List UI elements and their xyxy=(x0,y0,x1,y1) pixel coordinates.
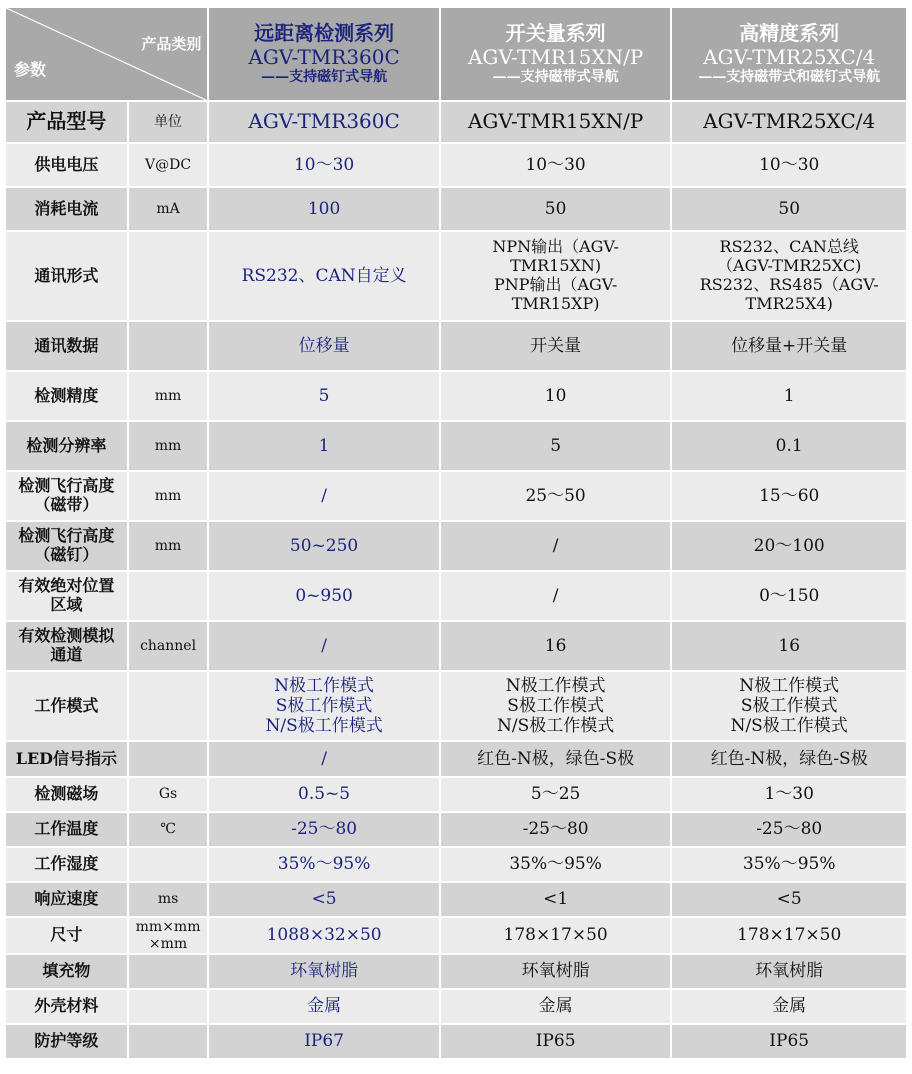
unit-cell xyxy=(129,572,208,620)
unit-cell xyxy=(129,232,208,320)
unit-cell xyxy=(129,322,208,370)
unit-cell xyxy=(129,1025,208,1058)
value-long-range: 100 xyxy=(209,188,439,230)
column-note: ——支持磁带式导航 xyxy=(492,69,619,86)
table-row xyxy=(6,955,906,988)
value-high-precision: N极工作模式 S极工作模式 N/S极工作模式 xyxy=(672,672,906,740)
value-high-precision: -25～80 xyxy=(672,813,906,846)
value-switch: NPN输出（AGV- TMR15XN) PNP输出（AGV- TMR15XP) xyxy=(441,232,671,320)
value-long-range: 1 xyxy=(209,422,439,470)
unit-cell xyxy=(129,848,208,881)
value-high-precision: 0～150 xyxy=(672,572,906,620)
param-label: 有效绝对位置 区域 xyxy=(6,572,127,620)
param-label: 有效检测模拟 通道 xyxy=(6,622,127,670)
unit-cell: mm xyxy=(129,522,208,570)
unit-cell: 单位 xyxy=(129,102,208,142)
table-row xyxy=(6,322,906,370)
table-row xyxy=(6,778,906,811)
param-label: LED信号指示 xyxy=(6,742,127,776)
value-high-precision: AGV-TMR25XC/4 xyxy=(672,102,906,142)
value-switch: 5～25 xyxy=(441,778,671,811)
table-row xyxy=(6,883,906,916)
value-high-precision: 16 xyxy=(672,622,906,670)
value-switch: 178×17×50 xyxy=(441,918,671,953)
param-label: 防护等级 xyxy=(6,1025,127,1058)
value-high-precision: 1～30 xyxy=(672,778,906,811)
column-model: AGV-TMR360C xyxy=(248,44,400,69)
value-high-precision: <5 xyxy=(672,883,906,916)
value-switch: AGV-TMR15XN/P xyxy=(441,102,671,142)
value-long-range: 位移量 xyxy=(209,322,439,370)
unit-cell: mm xyxy=(129,422,208,470)
param-label: 检测飞行高度 （磁钉） xyxy=(6,522,127,570)
param-label: 检测飞行高度 （磁带） xyxy=(6,472,127,520)
value-long-range: 环氧树脂 xyxy=(209,955,439,988)
value-switch: 红色-N极，绿色-S极 xyxy=(441,742,671,776)
param-label: 通讯数据 xyxy=(6,322,127,370)
unit-cell xyxy=(129,672,208,740)
param-label: 尺寸 xyxy=(6,918,127,953)
table-row xyxy=(6,102,906,142)
unit-cell: ms xyxy=(129,883,208,916)
value-switch: 25～50 xyxy=(441,472,671,520)
value-long-range: N极工作模式 S极工作模式 N/S极工作模式 xyxy=(209,672,439,740)
table-row xyxy=(6,813,906,846)
param-label: 通讯形式 xyxy=(6,232,127,320)
param-label: 检测精度 xyxy=(6,372,127,420)
value-long-range: RS232、CAN自定义 xyxy=(209,232,439,320)
table-row xyxy=(6,232,906,320)
value-switch: 环氧树脂 xyxy=(441,955,671,988)
column-header-switch xyxy=(441,8,671,100)
table-row xyxy=(6,472,906,520)
unit-cell: V@DC xyxy=(129,144,208,186)
value-high-precision: 50 xyxy=(672,188,906,230)
param-label: 工作模式 xyxy=(6,672,127,740)
table-row xyxy=(6,188,906,230)
value-high-precision: IP65 xyxy=(672,1025,906,1058)
column-title: 开关量系列 xyxy=(505,21,606,46)
value-switch: / xyxy=(441,572,671,620)
table-row xyxy=(6,918,906,953)
value-long-range: 1088×32×50 xyxy=(209,918,439,953)
value-high-precision: 178×17×50 xyxy=(672,918,906,953)
value-switch: N极工作模式 S极工作模式 N/S极工作模式 xyxy=(441,672,671,740)
table-row xyxy=(6,1025,906,1058)
value-high-precision: 位移量+开关量 xyxy=(672,322,906,370)
unit-cell xyxy=(129,742,208,776)
value-long-range: 0.5~5 xyxy=(209,778,439,811)
param-label: 消耗电流 xyxy=(6,188,127,230)
param-label: 外壳材料 xyxy=(6,990,127,1023)
value-switch: IP65 xyxy=(441,1025,671,1058)
param-label: 填充物 xyxy=(6,955,127,988)
column-note: ——支持磁钉式导航 xyxy=(261,69,388,86)
param-label: 响应速度 xyxy=(6,883,127,916)
corner-param-label: 参数 xyxy=(14,60,47,80)
column-model: AGV-TMR15XN/P xyxy=(467,44,644,69)
value-long-range: IP67 xyxy=(209,1025,439,1058)
value-high-precision: 1 xyxy=(672,372,906,420)
param-label: 工作温度 xyxy=(6,813,127,846)
value-long-range: 10～30 xyxy=(209,144,439,186)
column-note: ——支持磁带式和磁钉式导航 xyxy=(698,69,881,86)
unit-cell: mm xyxy=(129,472,208,520)
unit-cell: Gs xyxy=(129,778,208,811)
param-label: 工作湿度 xyxy=(6,848,127,881)
table-row xyxy=(6,848,906,881)
table-row xyxy=(6,990,906,1023)
table-row xyxy=(6,522,906,570)
value-high-precision: 35%～95% xyxy=(672,848,906,881)
unit-cell: mm xyxy=(129,372,208,420)
value-long-range: / xyxy=(209,742,439,776)
value-switch: 50 xyxy=(441,188,671,230)
param-label: 产品型号 xyxy=(6,102,127,142)
column-header-long-range xyxy=(209,8,439,100)
value-long-range: 35%～95% xyxy=(209,848,439,881)
value-switch: <1 xyxy=(441,883,671,916)
value-switch: 10～30 xyxy=(441,144,671,186)
header-row xyxy=(6,8,906,100)
table-row xyxy=(6,144,906,186)
table-row xyxy=(6,422,906,470)
value-switch: 10 xyxy=(441,372,671,420)
table-row xyxy=(6,622,906,670)
column-header-high-precision xyxy=(672,8,906,100)
table-row xyxy=(6,572,906,620)
diagonal-divider-icon xyxy=(6,8,206,100)
unit-cell: ℃ xyxy=(129,813,208,846)
value-long-range: 5 xyxy=(209,372,439,420)
unit-cell xyxy=(129,990,208,1023)
unit-cell: mm×mm ×mm xyxy=(129,918,208,953)
table-row xyxy=(6,372,906,420)
value-switch: -25～80 xyxy=(441,813,671,846)
value-switch: 35%～95% xyxy=(441,848,671,881)
value-switch: 16 xyxy=(441,622,671,670)
value-long-range: AGV-TMR360C xyxy=(209,102,439,142)
unit-cell: channel xyxy=(129,622,208,670)
value-long-range: 0~950 xyxy=(209,572,439,620)
value-high-precision: 0.1 xyxy=(672,422,906,470)
value-high-precision: 环氧树脂 xyxy=(672,955,906,988)
value-long-range: 50~250 xyxy=(209,522,439,570)
value-high-precision: 10～30 xyxy=(672,144,906,186)
value-high-precision: 红色-N极，绿色-S极 xyxy=(672,742,906,776)
column-title: 远距离检测系列 xyxy=(254,21,395,46)
value-switch: 金属 xyxy=(441,990,671,1023)
value-long-range: -25～80 xyxy=(209,813,439,846)
table-row xyxy=(6,672,906,740)
column-model: AGV-TMR25XC/4 xyxy=(703,44,876,69)
value-long-range: / xyxy=(209,472,439,520)
value-switch: 开关量 xyxy=(441,322,671,370)
header-corner-cell xyxy=(6,8,207,100)
value-high-precision: RS232、CAN总线 （AGV-TMR25XC) RS232、RS485（AGV- TMR25X4) xyxy=(672,232,906,320)
param-label: 供电电压 xyxy=(6,144,127,186)
value-long-range: / xyxy=(209,622,439,670)
value-switch: 5 xyxy=(441,422,671,470)
value-long-range: <5 xyxy=(209,883,439,916)
param-label: 检测磁场 xyxy=(6,778,127,811)
value-switch: / xyxy=(441,522,671,570)
value-high-precision: 15～60 xyxy=(672,472,906,520)
param-label: 检测分辨率 xyxy=(6,422,127,470)
table-row xyxy=(6,742,906,776)
column-title: 高精度系列 xyxy=(739,21,840,46)
value-high-precision: 20～100 xyxy=(672,522,906,570)
unit-cell xyxy=(129,955,208,988)
unit-cell: mA xyxy=(129,188,208,230)
value-long-range: 金属 xyxy=(209,990,439,1023)
corner-category-label: 产品类别 xyxy=(141,35,202,53)
product-spec-table xyxy=(4,6,908,1060)
value-high-precision: 金属 xyxy=(672,990,906,1023)
